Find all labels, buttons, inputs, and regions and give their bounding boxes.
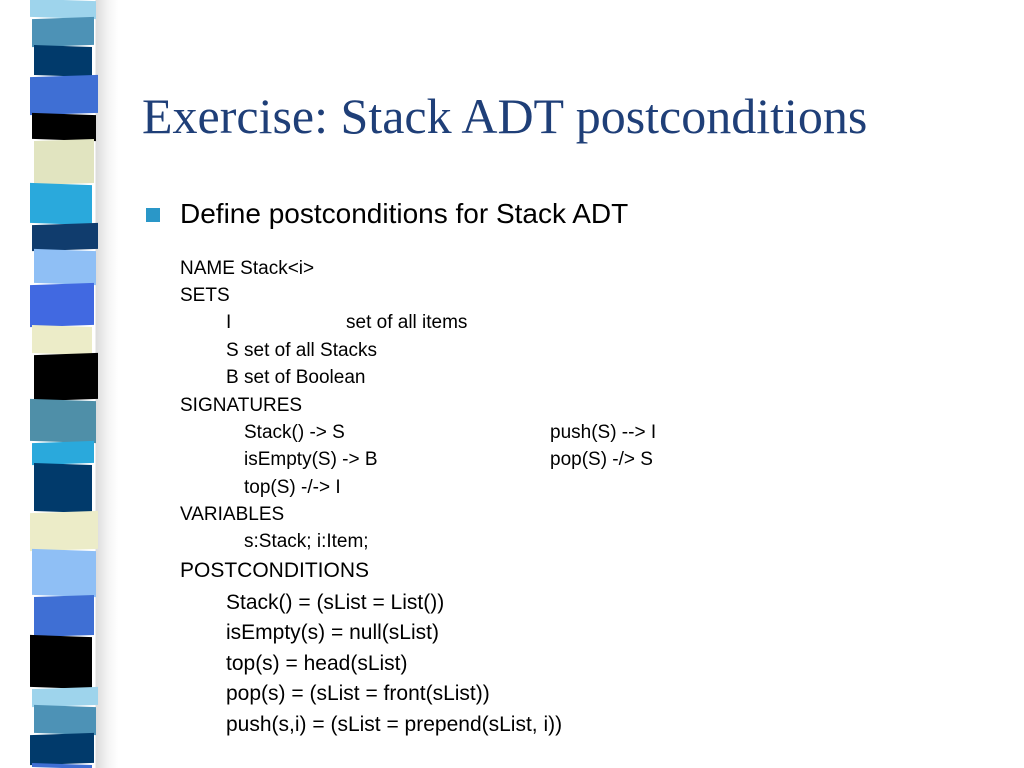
signature-pop: pop(S) -/> S	[550, 449, 653, 470]
strip-band	[34, 45, 92, 77]
strip-band	[32, 687, 98, 707]
strip-band	[34, 139, 94, 185]
set-desc-boolean: set of Boolean	[244, 367, 366, 388]
name-line: NAME Stack<i>	[180, 258, 315, 279]
set-desc-stacks: set of all Stacks	[244, 340, 378, 361]
strip-band	[34, 353, 98, 401]
strip-band	[32, 441, 94, 465]
slide-title: Exercise: Stack ADT postconditions	[142, 88, 868, 144]
set-symbol-items: I	[226, 312, 232, 333]
postcondition-stack: Stack() = (sList = List())	[226, 591, 445, 614]
postcondition-top: top(s) = head(sList)	[226, 652, 408, 675]
strip-band	[30, 75, 98, 115]
set-symbol-boolean: B	[226, 367, 239, 388]
strip-band	[32, 113, 96, 141]
strip-band	[34, 249, 96, 285]
set-desc-items: set of all items	[346, 312, 468, 333]
signature-isempty: isEmpty(S) -> B	[244, 449, 378, 470]
strip-band	[30, 283, 94, 327]
bullet-text: Define postconditions for Stack ADT	[180, 198, 629, 229]
strip-band	[30, 511, 98, 551]
bullet-square-icon	[146, 208, 160, 222]
strip-band	[30, 635, 92, 689]
sets-header: SETS	[180, 285, 230, 306]
strip-band	[30, 399, 96, 443]
signature-top: top(S) -/-> I	[244, 477, 341, 498]
strip-band	[32, 549, 96, 597]
strip-band	[34, 595, 94, 637]
postcondition-pop: pop(s) = (sList = front(sList))	[226, 682, 490, 705]
signature-push: push(S) --> I	[550, 422, 657, 443]
signatures-header: SIGNATURES	[180, 395, 303, 416]
strip-band	[32, 223, 98, 251]
strip-band	[30, 183, 92, 225]
strip-band	[32, 325, 92, 355]
signature-stack: Stack() -> S	[244, 422, 345, 443]
strip-band	[32, 763, 92, 768]
postcondition-push: push(s,i) = (sList = prepend(sList, i))	[226, 713, 563, 736]
strip-band	[30, 733, 94, 765]
variables-line: s:Stack; i:Item;	[244, 531, 369, 552]
postcondition-isempty: isEmpty(s) = null(sList)	[226, 621, 439, 644]
variables-header: VARIABLES	[180, 504, 285, 525]
decorative-strip	[30, 0, 98, 768]
postconditions-header: POSTCONDITIONS	[180, 559, 370, 582]
strip-band	[34, 705, 96, 735]
strip-band	[32, 17, 94, 47]
set-symbol-stacks: S	[226, 340, 239, 361]
strip-band	[34, 463, 92, 513]
